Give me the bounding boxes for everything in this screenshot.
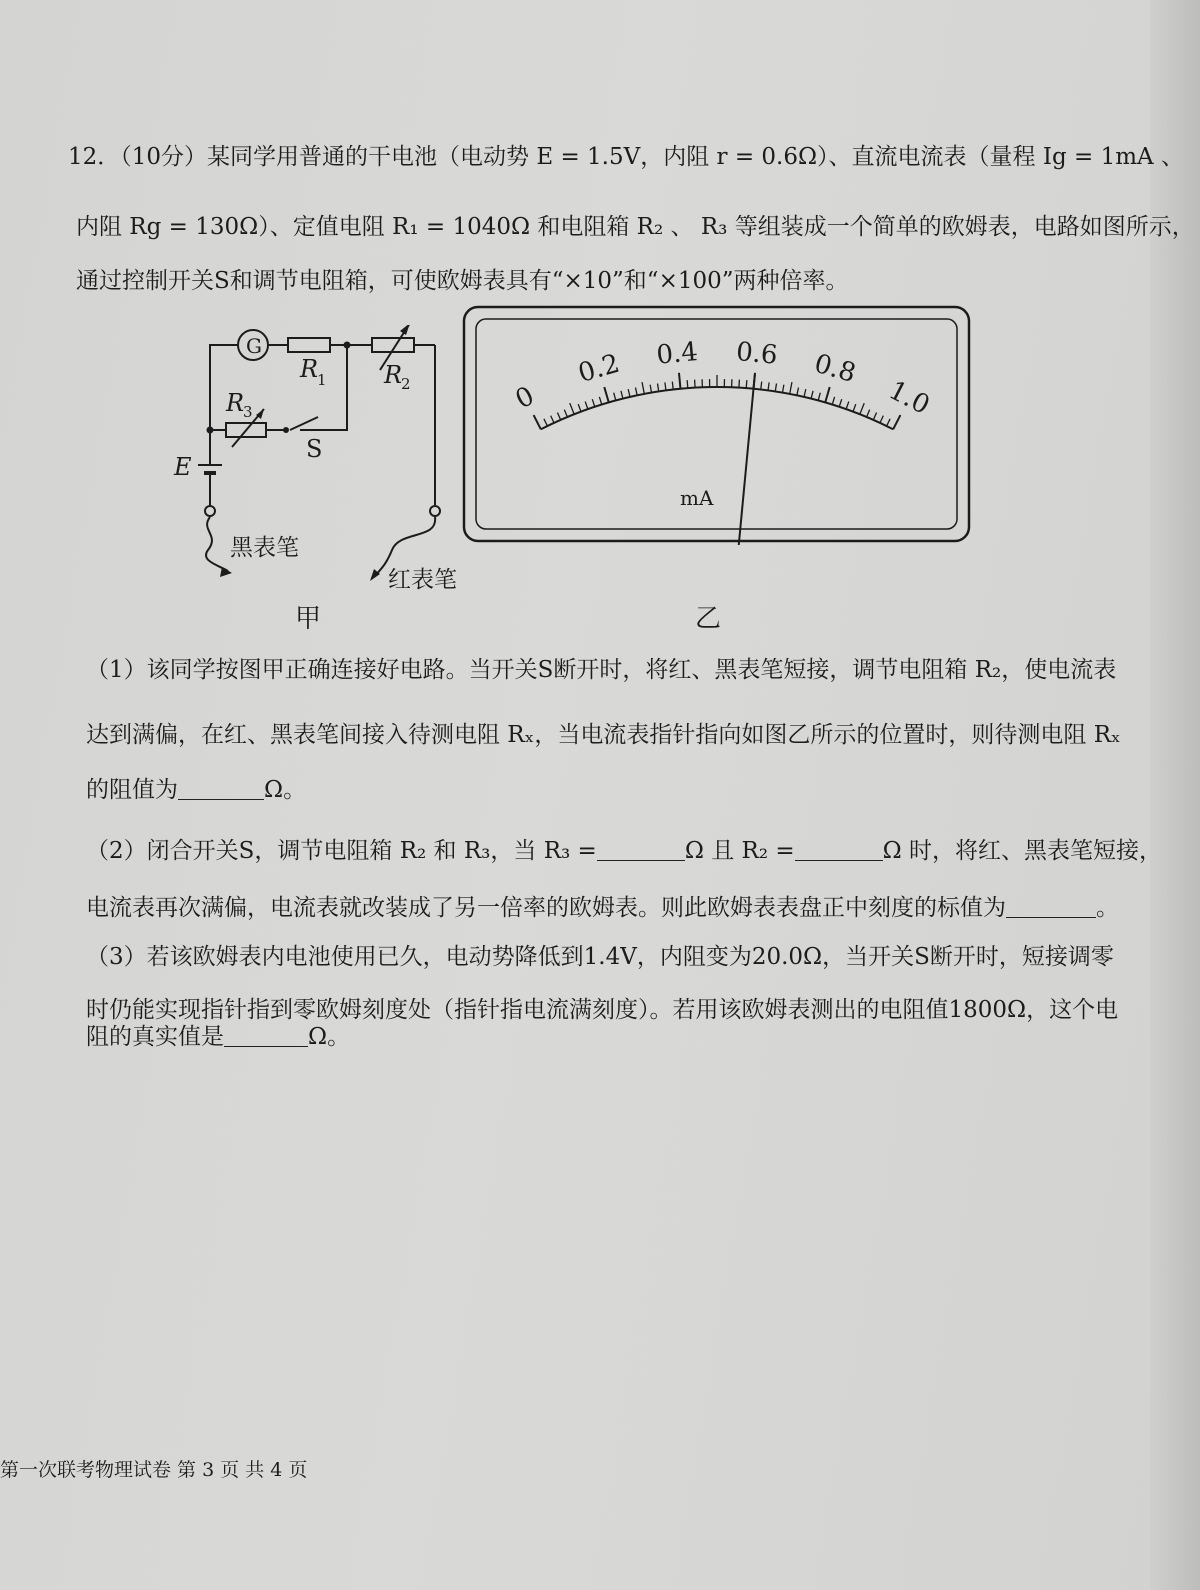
meter-tick xyxy=(804,389,806,397)
meter-scale-label: 1.0 xyxy=(883,375,935,421)
meter-tick xyxy=(887,419,890,426)
meter-tick xyxy=(893,415,900,429)
r3-subscript: 3 xyxy=(243,403,253,421)
meter-tick xyxy=(635,387,637,395)
meter-tick xyxy=(551,416,554,423)
meter-tick xyxy=(642,382,644,394)
r1-label: R xyxy=(300,355,319,383)
part3-line-3 xyxy=(86,1022,1200,1052)
question-line-2: 内阻 Rg = 130Ω）、定值电阻 R₁ = 1040Ω 和电阻箱 R₂ 、 R₃ 等组装成一个简单的欧姆表，电路如图所示， xyxy=(76,214,1195,240)
r3-label: R xyxy=(226,389,245,417)
meter-tick xyxy=(687,380,688,388)
figure-yi-caption: 乙 xyxy=(695,604,722,634)
part1-line-3 xyxy=(86,775,1200,805)
r1-subscript: 1 xyxy=(317,371,327,389)
question-line-3: 通过控制开关S和调节电阻箱，可使欧姆表具有“×10”和“×100”两种倍率。 xyxy=(76,268,849,294)
r2-label: R xyxy=(384,361,403,389)
meter-diagram xyxy=(462,305,972,545)
meter-tick xyxy=(557,413,560,420)
meter-outer-frame xyxy=(464,307,969,541)
figure-jia-caption: 甲 xyxy=(295,604,322,634)
part2-line-2-a: 电流表再次满偏，电流表就改装成了另一倍率的欧姆表。则此欧姆表表盘正中刻度的标值为 xyxy=(86,895,1006,921)
part1-line-1: （1）该同学按图甲正确连接好电路。当开关S断开时，将红、黑表笔短接，调节电阻箱 R₂，使电流表 xyxy=(86,657,1117,683)
meter-tick xyxy=(860,403,864,414)
meter-tick xyxy=(665,382,666,390)
answer-blank-rx[interactable] xyxy=(178,777,264,800)
answer-blank-true-value[interactable] xyxy=(224,1024,308,1047)
part3-line-2: 时仍能实现指针指到零欧姆刻度处（指针指电流满刻度）。若用该欧姆表测出的电阻值1800Ω，这个电 xyxy=(86,997,1119,1023)
battery-label: E xyxy=(174,453,192,481)
question-line-1: 12．（10分）某同学用普通的干电池（电动势 E = 1.5V，内阻 r = 0.6Ω）、直流电流表（量程 Ig = 1mA 、 xyxy=(68,144,1184,170)
answer-blank-r2[interactable] xyxy=(795,838,883,861)
meter-tick xyxy=(783,385,784,393)
meter-scale-label: 0 xyxy=(510,380,540,416)
meter-arc xyxy=(541,387,893,429)
meter-tick xyxy=(846,402,849,410)
meter-tick xyxy=(621,391,623,399)
meter-tick xyxy=(797,387,799,395)
part2-line-1-b: Ω 且 R₂ = xyxy=(684,838,795,864)
meter-scale xyxy=(511,337,934,545)
meter-inner-frame xyxy=(476,319,957,529)
meter-tick xyxy=(679,373,681,389)
meter-needle xyxy=(735,375,755,545)
circuit-diagram xyxy=(160,325,460,605)
r2-subscript: 2 xyxy=(401,375,411,393)
part3-line-3-prefix: 阻的真实值是 xyxy=(86,1024,224,1050)
meter-tick xyxy=(790,382,792,394)
part3-line-3-suffix: Ω。 xyxy=(308,1024,351,1050)
part2-line-2-b: 。 xyxy=(1096,895,1119,921)
part2-line-1-c: Ω 时，将红、黑表笔短接， xyxy=(882,838,1163,864)
part1-line-3-suffix: Ω。 xyxy=(264,777,307,803)
meter-tick xyxy=(564,410,567,417)
part2-line-2 xyxy=(86,893,1200,923)
meter-tick xyxy=(839,399,842,407)
part2-line-1-a: （2）闭合开关S，调节电阻箱 R₂ 和 R₃，当 R₃ = xyxy=(86,838,597,864)
part2-line-1 xyxy=(86,836,1200,866)
switch-label: S xyxy=(306,435,323,463)
meter-scale-label: 0.2 xyxy=(574,348,624,389)
meter-tick xyxy=(853,404,856,411)
meter-scale-label: 0.6 xyxy=(734,336,779,371)
meter-tick xyxy=(775,383,776,391)
meter-tick xyxy=(672,382,673,390)
meter-tick xyxy=(544,419,547,426)
meter-tick xyxy=(658,383,659,391)
galvanometer-label: G xyxy=(246,334,262,358)
meter-tick xyxy=(867,410,870,417)
meter-tick xyxy=(873,413,876,420)
meter-scale-label: 0.8 xyxy=(810,348,860,389)
meter-tick xyxy=(604,387,608,402)
meter-tick xyxy=(614,393,616,401)
meter-tick xyxy=(534,415,541,429)
meter-tick xyxy=(650,385,651,393)
black-probe-label: 黑表笔 xyxy=(230,535,299,561)
meter-tick xyxy=(578,404,581,411)
meter-tick xyxy=(585,402,588,410)
meter-tick xyxy=(599,397,601,405)
part1-line-3-prefix: 的阻值为 xyxy=(86,777,178,803)
part1-line-2: 达到满偏，在红、黑表笔间接入待测电阻 Rₓ，当电流表指针指向如图乙所示的位置时，则待测电阻 Rₓ xyxy=(86,722,1121,748)
part3-line-1: （3）若该欧姆表内电池使用已久，电动势降低到1.4V，内阻变为20.0Ω，当开关S断开时，短接调零 xyxy=(86,944,1114,970)
red-probe-label: 红表笔 xyxy=(388,567,457,593)
meter-tick xyxy=(746,380,747,388)
answer-blank-r3[interactable] xyxy=(597,838,685,861)
meter-tick xyxy=(628,389,630,397)
meter-unit-label: mA xyxy=(680,486,714,510)
meter-tick xyxy=(832,397,834,405)
meter-tick xyxy=(811,391,813,399)
meter-tick xyxy=(880,416,883,423)
meter-tick xyxy=(768,382,769,390)
meter-tick xyxy=(761,382,762,390)
meter-tick xyxy=(818,393,820,401)
page-footer: 第一次联考物理试卷 第 3 页 共 4 页 xyxy=(0,1459,308,1481)
switch-s-symbol xyxy=(290,417,318,430)
meter-tick xyxy=(570,403,574,414)
meter-scale-label: 0.4 xyxy=(655,336,700,371)
answer-blank-midscale[interactable] xyxy=(1006,895,1096,918)
meter-tick xyxy=(825,387,829,402)
meter-tick xyxy=(592,399,595,407)
resistor-r1-symbol xyxy=(288,338,330,352)
